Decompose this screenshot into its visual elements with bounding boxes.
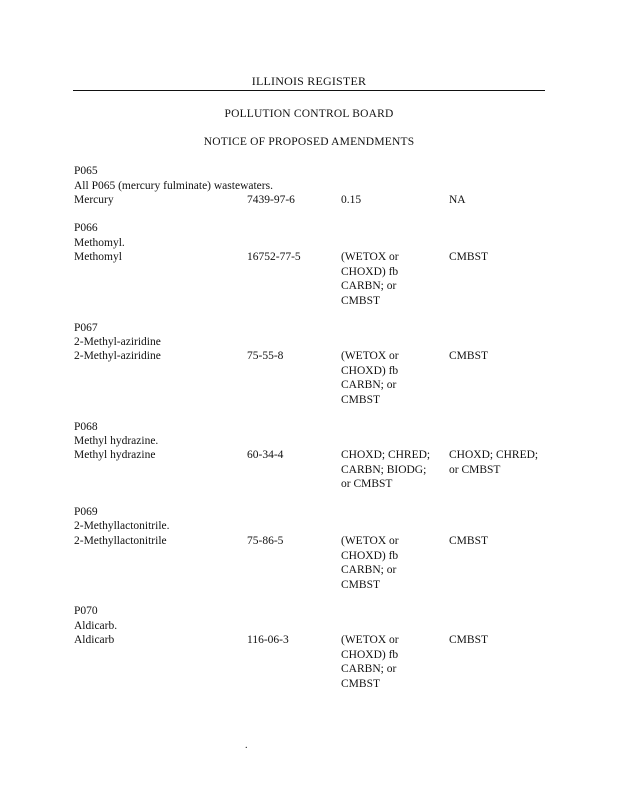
nonwastewater-standard: NA [449,194,466,206]
constituent-name: Methyl hydrazine [74,449,156,461]
constituent-name: 2-Methyl-aziridine [74,350,161,362]
cas-number: 75-55-8 [247,350,284,362]
constituent-name: Aldicarb [74,634,115,646]
nonwastewater-standard: CMBST [449,350,488,362]
constituent-name: Mercury [74,194,114,206]
waste-code: P066 [74,222,98,234]
waste-description: Methyl hydrazine. [74,435,159,447]
wastewater-standard: CHOXD; CHRED; CARBN; BIODG; or CMBST [341,449,431,490]
nonwastewater-standard: CMBST [449,634,488,646]
waste-description: All P065 (mercury fulminate) wastewaters. [74,180,273,192]
cas-number: 75-86-5 [247,535,284,547]
waste-code: P069 [74,506,98,518]
cas-number: 60-34-4 [247,449,284,461]
waste-description: Aldicarb. [74,620,118,632]
waste-code: P065 [74,165,98,177]
page-header [73,73,545,91]
constituent-name: Methomyl [74,251,122,263]
nonwastewater-standard: CMBST [449,251,488,263]
register-title: ILLINOIS REGISTER [251,74,367,88]
wastewater-standard: (WETOX or CHOXD) fb CARBN; or CMBST [341,535,399,591]
wastewater-standard: (WETOX or CHOXD) fb CARBN; or CMBST [341,634,399,690]
footer-mark: . [245,740,248,751]
constituent-name: 2-Methyllactonitrile [74,535,167,547]
notice-title: NOTICE OF PROPOSED AMENDMENTS [203,136,415,148]
nonwastewater-standard: CMBST [449,535,488,547]
cas-number: 116-06-3 [247,634,289,646]
waste-code: P067 [74,322,98,334]
waste-description: Methomyl. [74,237,125,249]
waste-description: 2-Methyl-aziridine [74,336,161,348]
waste-code: P068 [74,421,98,433]
cas-number: 7439-97-6 [247,194,295,206]
nonwastewater-standard: CHOXD; CHRED; or CMBST [449,449,539,476]
waste-code: P070 [74,605,98,617]
waste-description: 2-Methyllactonitrile. [74,520,170,532]
cas-number: 16752-77-5 [247,251,301,263]
wastewater-standard: 0.15 [341,194,362,206]
board-title: POLLUTION CONTROL BOARD [224,108,394,120]
wastewater-standard: (WETOX or CHOXD) fb CARBN; or CMBST [341,251,399,307]
wastewater-standard: (WETOX or CHOXD) fb CARBN; or CMBST [341,350,399,406]
